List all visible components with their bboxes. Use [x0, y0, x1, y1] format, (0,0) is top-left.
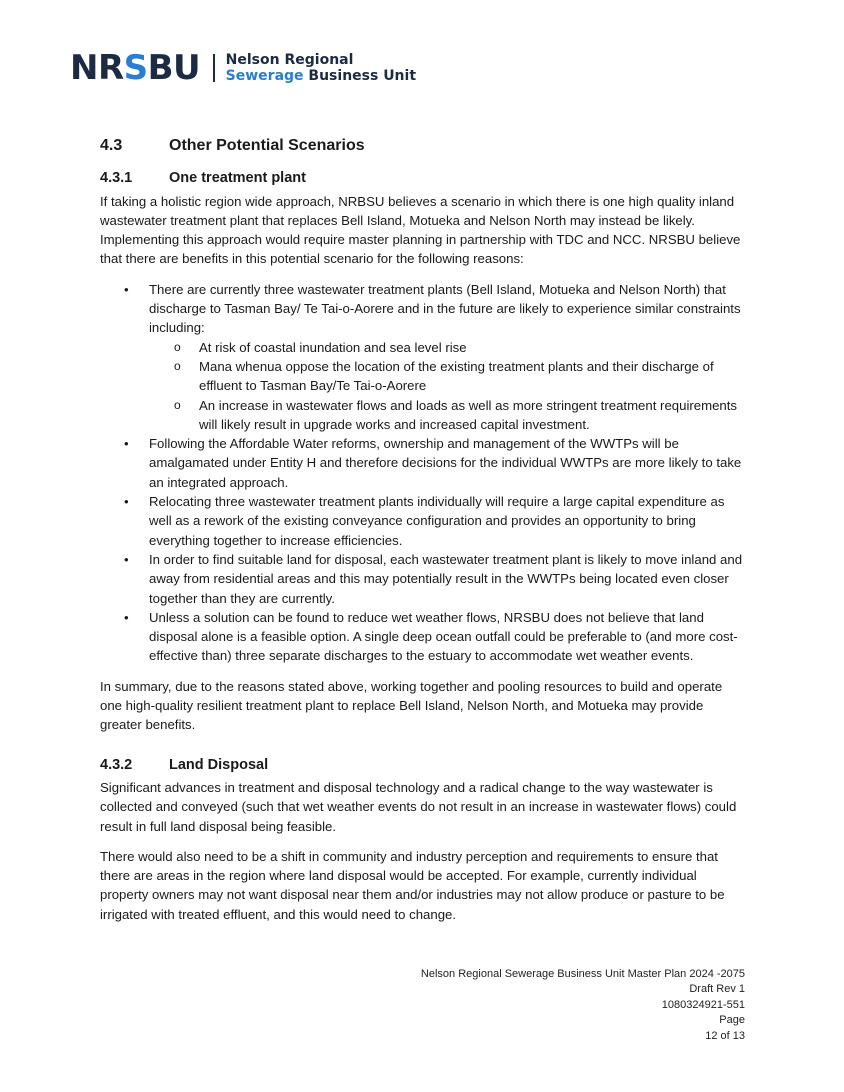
org-line-2 — [226, 68, 416, 84]
subsection-heading-4-3-1 — [100, 169, 745, 188]
sublist-item-text: Mana whenua oppose the location of the existing treatment plants and their discharge of effluent to Tasman Bay/Te Tai-o-Aorere — [199, 358, 714, 394]
logo-divider — [213, 54, 215, 82]
org-line-2-blue: Sewerage — [225, 68, 304, 84]
list-item — [124, 492, 745, 550]
sublist-item — [174, 338, 745, 357]
subsection-title: One treatment plant — [169, 170, 306, 187]
list-item — [124, 608, 745, 666]
sub-bullet-glyph: o — [174, 397, 181, 412]
footer-page-label: Page — [719, 1014, 745, 1027]
land-disposal-paragraph-1: Significant advances in treatment and disposal technology and a radical change to the way wastewater is collected and conveyed (such that wet weather events do not result in an increase in wastewater flows) could result in full land disposal being feasible. — [100, 779, 737, 834]
bullet-glyph: • — [124, 551, 129, 567]
sublist-item-text: At risk of coastal inundation and sea level rise — [199, 339, 467, 355]
reasons-list — [100, 280, 745, 666]
org-line-1: Nelson Regional — [225, 52, 354, 68]
logo-org-name — [226, 52, 416, 84]
page-footer — [421, 967, 745, 1044]
intro-paragraph: If taking a holistic region wide approach, NRBSU believes a scenario in which there is one high quality inland wastewater treatment plant that replaces Bell Island, Motueka and Nelson North may instead be likely. Implementing this approach would require master planning in partnership with TDC and NCC. NRSBU believe that there are benefits in this potential scenario for the following reasons: — [100, 193, 741, 267]
subsection-number: 4.3.1 — [100, 170, 133, 187]
footer-doc-number: 1080324921-551 — [661, 998, 745, 1011]
list-item-text: Unless a solution can be found to reduce wet weather flows, NRSBU does not believe that land disposal alone is a feasible option. A single deep ocean outfall could be preferable to (and more cost-effective than) three separate discharges to the estuary to accommodate wet weather events. — [149, 609, 738, 664]
footer-doc-title: Nelson Regional Sewerage Business Unit Master Plan 2024 -2075 — [420, 968, 745, 980]
spacer — [100, 746, 745, 756]
section-number: 4.3 — [100, 137, 123, 154]
list-item-text: Following the Affordable Water reforms, ownership and management of the WWTPs will be amalgamated under Entity H and therefore decisions for the individual WWTPs are more likely to take an integrated approach. — [149, 436, 742, 490]
list-item — [124, 550, 745, 608]
subsection-title: Land Disposal — [169, 756, 269, 773]
logo-part-bu: BU — [147, 48, 201, 88]
logo-wordmark — [70, 50, 200, 86]
list-item — [124, 280, 745, 434]
subsection-number: 4.3.2 — [100, 756, 133, 773]
document-body — [100, 136, 745, 935]
bullet-glyph: • — [124, 281, 129, 297]
sublist-item-text: An increase in wastewater flows and loads as well as more stringent treatment requirements will likely result in upgrade works and increased capital investment. — [199, 397, 738, 432]
sub-bullet-glyph: o — [174, 358, 181, 373]
footer-revision: Draft Rev 1 — [689, 983, 745, 996]
sub-bullet-glyph: o — [174, 339, 181, 354]
footer-page-number: 12 of 13 — [705, 1029, 745, 1042]
land-disposal-paragraph-2: There would also need to be a shift in community and industry perception and requirements to ensure that there are areas in the region where land disposal would be accepted. For example, currently individual property owners may not want disposal near them and/or industries may not allow produce or pasture to be irrigated with treated effluent, and this would need to change. — [100, 848, 725, 922]
bullet-glyph: • — [124, 436, 129, 452]
section-heading — [100, 136, 745, 155]
summary-paragraph: In summary, due to the reasons stated above, working together and pooling resources to build and operate one high-quality resilient treatment plant to replace Bell Island, Nelson North, and Motueka may provide greater benefits. — [100, 678, 723, 733]
list-item — [124, 434, 745, 492]
list-item-text: Relocating three wastewater treatment plants individually will require a large capital expenditure as well as a rework of the existing conveyance configuration and provides an opportunity to bring everything together to increase efficiencies. — [149, 494, 725, 548]
list-item-text: There are currently three wastewater treatment plants (Bell Island, Motueka and Nelson North) that discharge to Tasman Bay/ Te Tai-o-Aorere and in the future are likely to experience similar constraints including: — [149, 281, 741, 336]
section-title: Other Potential Scenarios — [169, 137, 365, 154]
logo-part-nr: NR — [70, 48, 124, 88]
bullet-glyph: • — [124, 494, 129, 510]
nrsbu-logo — [70, 50, 416, 86]
logo-part-s: S — [123, 48, 148, 88]
subsection-heading-4-3-2 — [100, 756, 745, 775]
bullet-glyph: • — [124, 609, 129, 625]
sublist-item — [174, 396, 745, 435]
org-line-2-rest: Business Unit — [303, 68, 417, 84]
list-item-text: In order to find suitable land for disposal, each wastewater treatment plant is likely to move inland and away from residential areas and this may potentially result in the WWTPs being located even closer together than they are currently. — [149, 551, 743, 606]
constraints-sublist — [149, 338, 745, 434]
sublist-item — [174, 357, 745, 396]
